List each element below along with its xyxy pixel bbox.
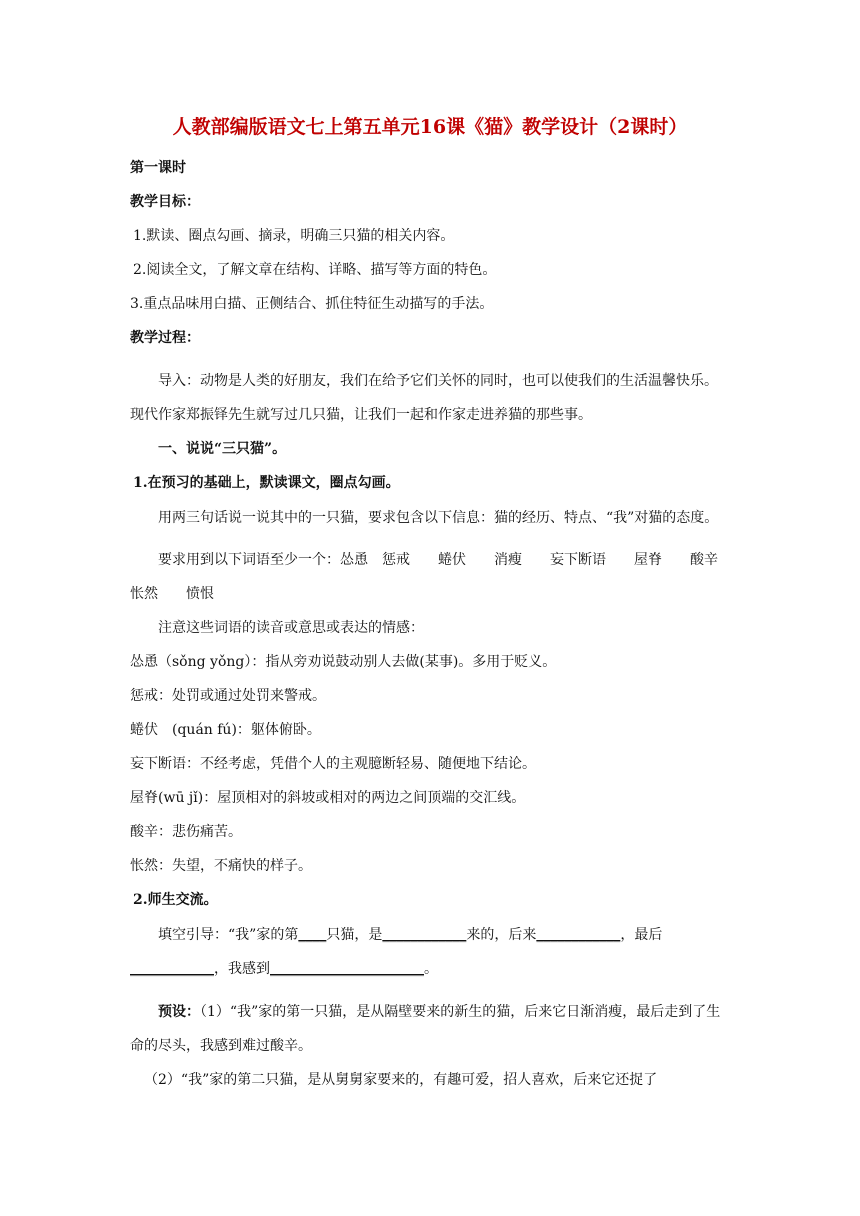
fill-blank: ____________ — [536, 927, 621, 943]
fill-text: 。 — [424, 961, 438, 977]
fill-in-paragraph — [130, 918, 730, 986]
fill-blank: ______________________ — [270, 961, 424, 977]
objective-item: 2.阅读全文，了解文章在结构、详略、描写等方面的特色。 — [133, 262, 497, 278]
glossary-item: 酸辛：悲伤痛苦。 — [130, 824, 242, 840]
document-title: 人教部编版语文七上第五单元16课《猫》教学设计（2课时） — [172, 116, 688, 138]
document-body — [130, 160, 746, 1089]
fill-text: ，我感到 — [214, 961, 270, 977]
fill-blank: ____ — [298, 927, 327, 943]
step-heading: 2.师生交流。 — [133, 892, 218, 908]
fill-text: 来的，后来 — [466, 927, 537, 943]
vocab-paragraph: 要求用到以下词语至少一个：怂恿 惩戒 蜷伏 消瘦 妄下断语 屋脊 酸辛 怅然 愤恨 — [130, 552, 746, 602]
glossary-item: 惩戒：处罚或通过处罚来警戒。 — [130, 688, 326, 704]
lesson-heading: 第一课时 — [130, 160, 186, 176]
fill-text: 填空引导：“我”家的第 — [158, 927, 299, 943]
step-heading: 1.在预习的基础上，默读课文，圈点勾画。 — [133, 475, 400, 491]
preset-text: （1）“我”家的第一只猫，是从隔壁要来的新生的猫，后来它日渐消瘦，最后走到了生命的尽头，我感到难过酸辛。 — [130, 1004, 721, 1054]
process-heading: 教学过程： — [130, 330, 200, 346]
glossary-item: 屋脊(wū jǐ)：屋顶相对的斜坡或相对的两边之间顶端的交汇线。 — [130, 790, 526, 806]
preset-paragraph: （2）“我”家的第二只猫，是从舅舅家要来的，有趣可爱，招人喜欢，后来它还捉了 — [144, 1072, 658, 1088]
glossary-item: 怅然：失望，不痛快的样子。 — [130, 858, 312, 874]
objectives-heading: 教学目标： — [130, 194, 200, 210]
fill-text: ，最后 — [620, 927, 663, 943]
glossary-item: 妄下断语：不经考虑，凭借个人的主观臆断轻易、随便地下结论。 — [130, 756, 536, 772]
fill-text: 只猫，是 — [326, 927, 383, 943]
preset-label: 预设： — [158, 1004, 200, 1020]
objective-item: 3.重点品味用白描、正侧结合、抓住特征生动描写的手法。 — [130, 296, 494, 312]
note-paragraph: 注意这些词语的读音或意思或表达的情感： — [158, 620, 424, 636]
preset-paragraph — [130, 995, 730, 1063]
glossary-item: 蜷伏 (quán fú)：躯体俯卧。 — [130, 722, 321, 738]
fill-blank: ____________ — [130, 961, 214, 977]
objective-item: 1.默读、圈点勾画、摘录，明确三只猫的相关内容。 — [133, 228, 455, 244]
glossary-item: 怂恿（sǒng yǒng）：指从旁劝说鼓动别人去做(某事)。多用于贬义。 — [130, 654, 557, 670]
task-paragraph: 用两三句话说一说其中的一只猫，要求包含以下信息：猫的经历、特点、“我”对猫的态度。 — [158, 510, 719, 526]
fill-blank: ____________ — [382, 927, 467, 943]
section-heading: 一、说说“三只猫”。 — [158, 441, 287, 457]
intro-paragraph: 导入：动物是人类的好朋友，我们在给予它们关怀的同时，也可以使我们的生活温馨快乐。现代作家郑振铎先生就写过几只猫，让我们一起和作家走进养猫的那些事。 — [130, 373, 718, 423]
